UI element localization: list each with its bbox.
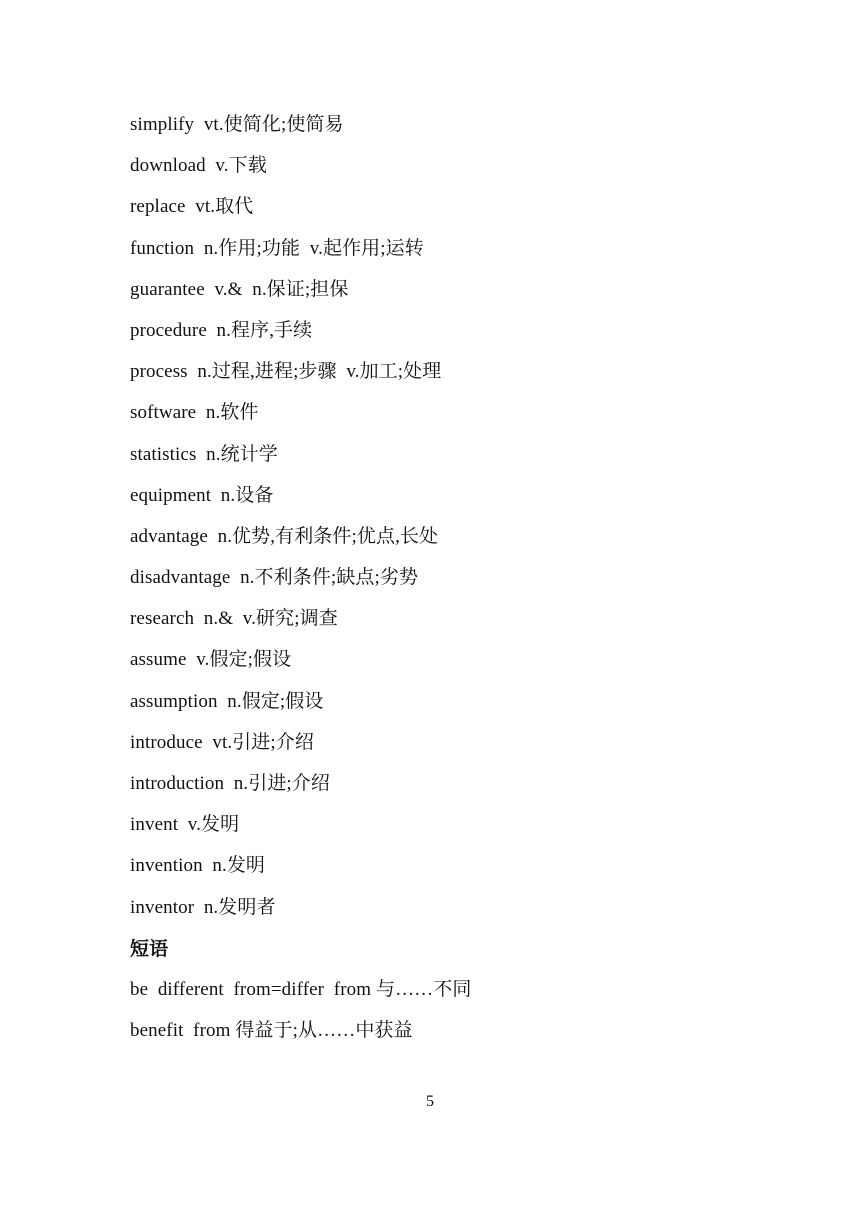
- vocab-entry: invention n.发明: [130, 855, 266, 877]
- phrases-heading: 短语: [130, 937, 169, 960]
- vocab-entry: inventor n.发明者: [130, 896, 276, 918]
- vocab-entry: advantage n.优势,有利条件;优点,长处: [130, 525, 439, 547]
- vocab-entry: equipment n.设备: [130, 484, 274, 506]
- vocab-entry: assume v.假定;假设: [130, 649, 292, 671]
- vocab-entry: introduction n.引进;介绍: [130, 773, 331, 794]
- vocab-entry: simplify vt.使简化;使简易: [130, 114, 344, 135]
- page-number: 5: [426, 1093, 434, 1110]
- vocab-entry: disadvantage n.不利条件;缺点;劣势: [130, 567, 419, 589]
- vocab-entry: procedure n.程序,手续: [130, 319, 313, 341]
- vocab-entry: function n.作用;功能 v.起作用;运转: [130, 237, 424, 259]
- vocab-entry: software n.软件: [130, 402, 259, 424]
- vocab-entry: research n.& v.研究;调查: [130, 608, 338, 630]
- vocab-entry: statistics n.统计学: [130, 443, 278, 465]
- phrase-entry: benefit from 得益于;从……中获益: [130, 1020, 413, 1042]
- vocab-entry: introduce vt.引进;介绍: [130, 731, 314, 753]
- phrase-entry: be different from=differ from 与……不同: [130, 978, 472, 1000]
- vocab-entry: download v.下载: [130, 155, 267, 177]
- vocab-entry: guarantee v.& n.保证;担保: [130, 278, 349, 300]
- vocab-entry: invent v.发明: [130, 814, 240, 836]
- vocab-entry: process n.过程,进程;步骤 v.加工;处理: [130, 361, 442, 383]
- vocab-entry: replace vt.取代: [130, 196, 254, 218]
- word-list: [130, 108, 770, 1055]
- vocab-entry: assumption n.假定;假设: [130, 690, 324, 712]
